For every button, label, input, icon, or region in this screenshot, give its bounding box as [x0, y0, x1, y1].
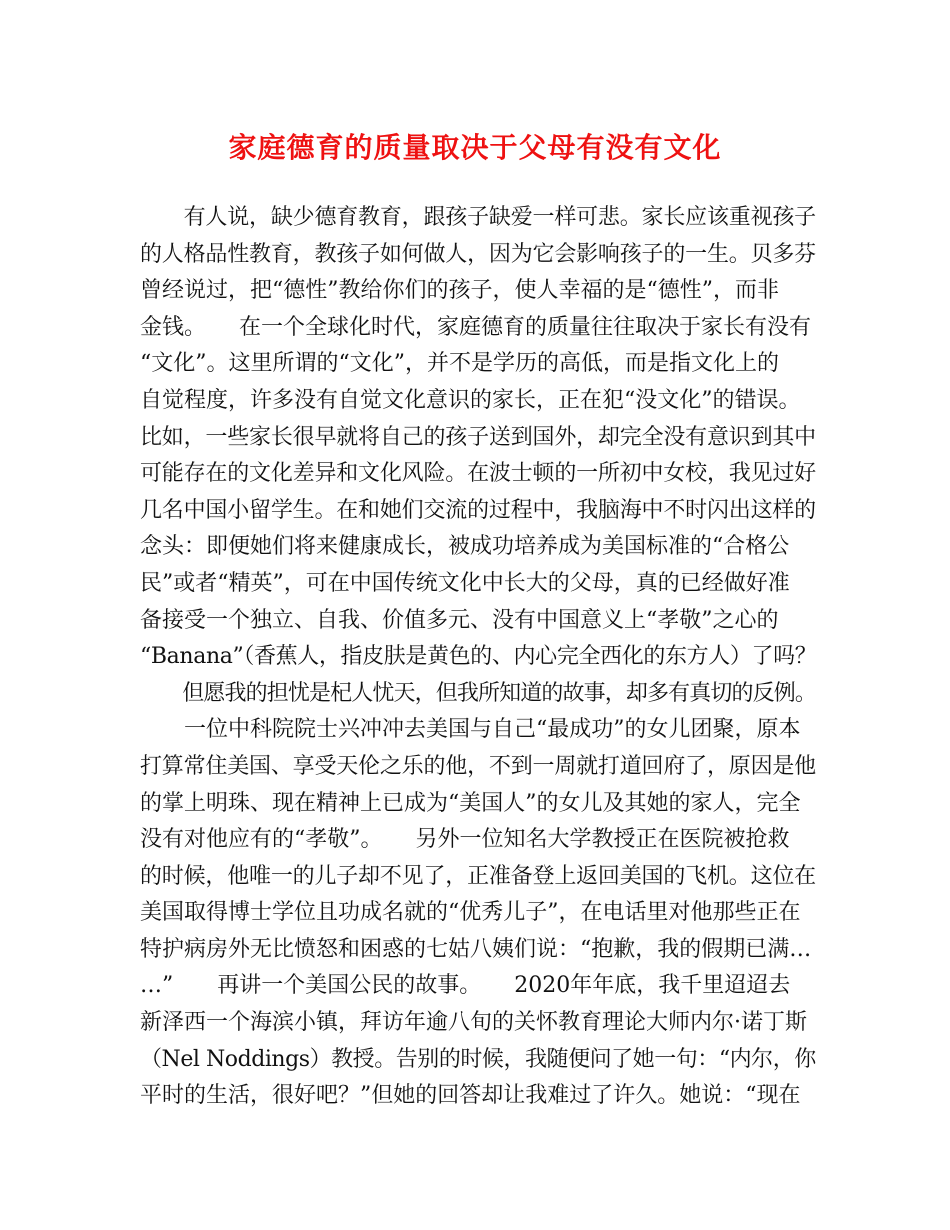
document-body: [140, 200, 816, 1115]
body-line: 新泽西一个海滨小镇，拜访年逾八旬的关怀教育理论大师内尔·诺丁斯: [140, 1010, 807, 1036]
body-line: …” 再讲一个美国公民的故事。 2020年年底，我千里迢迢去: [140, 973, 791, 999]
body-line: 有人说，缺少德育教育，跟孩子缺爱一样可悲。家长应该重视孩子: [140, 205, 816, 230]
body-line: 念头：即便她们将来健康成长，被成功培养成为美国标准的“合格公: [140, 534, 790, 560]
body-line: 的时候，他唯一的儿子却不见了，正准备登上返回美国的飞机。这位在: [140, 863, 816, 889]
body-line: 民”或者“精英”，可在中国传统文化中长大的父母，真的已经做好准: [140, 570, 790, 596]
body-line: 比如，一些家长很早就将自己的孩子送到国外，却完全没有意识到其中: [140, 424, 816, 450]
body-line: （Nel Noddings）教授。告别的时候，我随便问了她一句：“内尔，你: [140, 1046, 816, 1072]
body-line: 几名中国小留学生。在和她们交流的过程中，我脑海中不时闪出这样的: [140, 497, 816, 523]
body-line: 一位中科院院士兴冲冲去美国与自己“最成功”的女儿团聚，原本: [140, 717, 801, 743]
body-line: 金钱。 在一个全球化时代，家庭德育的质量往往取决于家长有没有: [140, 314, 812, 340]
body-line: 美国取得博士学位且功成名就的“优秀儿子”，在电话里对他那些正在: [140, 900, 801, 926]
body-line: 没有对他应有的“孝敬”。 另外一位知名大学教授正在医院被抢救: [140, 827, 790, 853]
body-line: 曾经说过，把“德性”教给你们的孩子，使人幸福的是“德性”，而非: [140, 278, 779, 304]
body-line: 的掌上明珠、现在精神上已成为“美国人”的女儿及其她的家人，完全: [140, 790, 801, 816]
body-line: 的人格品性教育，教孩子如何做人，因为它会影响孩子的一生。贝多芬: [140, 241, 816, 267]
body-line: “Banana”（香蕉人，指皮肤是黄色的、内心完全西化的东方人）了吗？: [140, 644, 817, 670]
document-title: 家庭德育的质量取决于父母有没有文化: [228, 131, 722, 164]
body-line: 自觉程度，许多没有自觉文化意识的家长，正在犯“没文化”的错误。: [140, 387, 801, 413]
body-line: 平时的生活，很好吧？”但她的回答却让我难过了许久。她说：“现在: [140, 1083, 801, 1109]
body-line: 特护病房外无比愤怒和困惑的七姑八姨们说：“抱歉，我的假期已满…: [140, 936, 812, 962]
body-line: 打算常住美国、享受天伦之乐的他，不到一周就打道回府了，原因是他: [140, 753, 816, 779]
body-line: 可能存在的文化差异和文化风险。在波士顿的一所初中女校，我见过好: [140, 461, 816, 487]
body-line: “文化”。这里所谓的“文化”，并不是学历的高低，而是指文化上的: [140, 351, 779, 377]
body-line: 但愿我的担忧是杞人忧天，但我所知道的故事，却多有真切的反例。: [140, 680, 817, 706]
body-line: 备接受一个独立、自我、价值多元、没有中国意义上“孝敬”之心的: [140, 607, 779, 633]
